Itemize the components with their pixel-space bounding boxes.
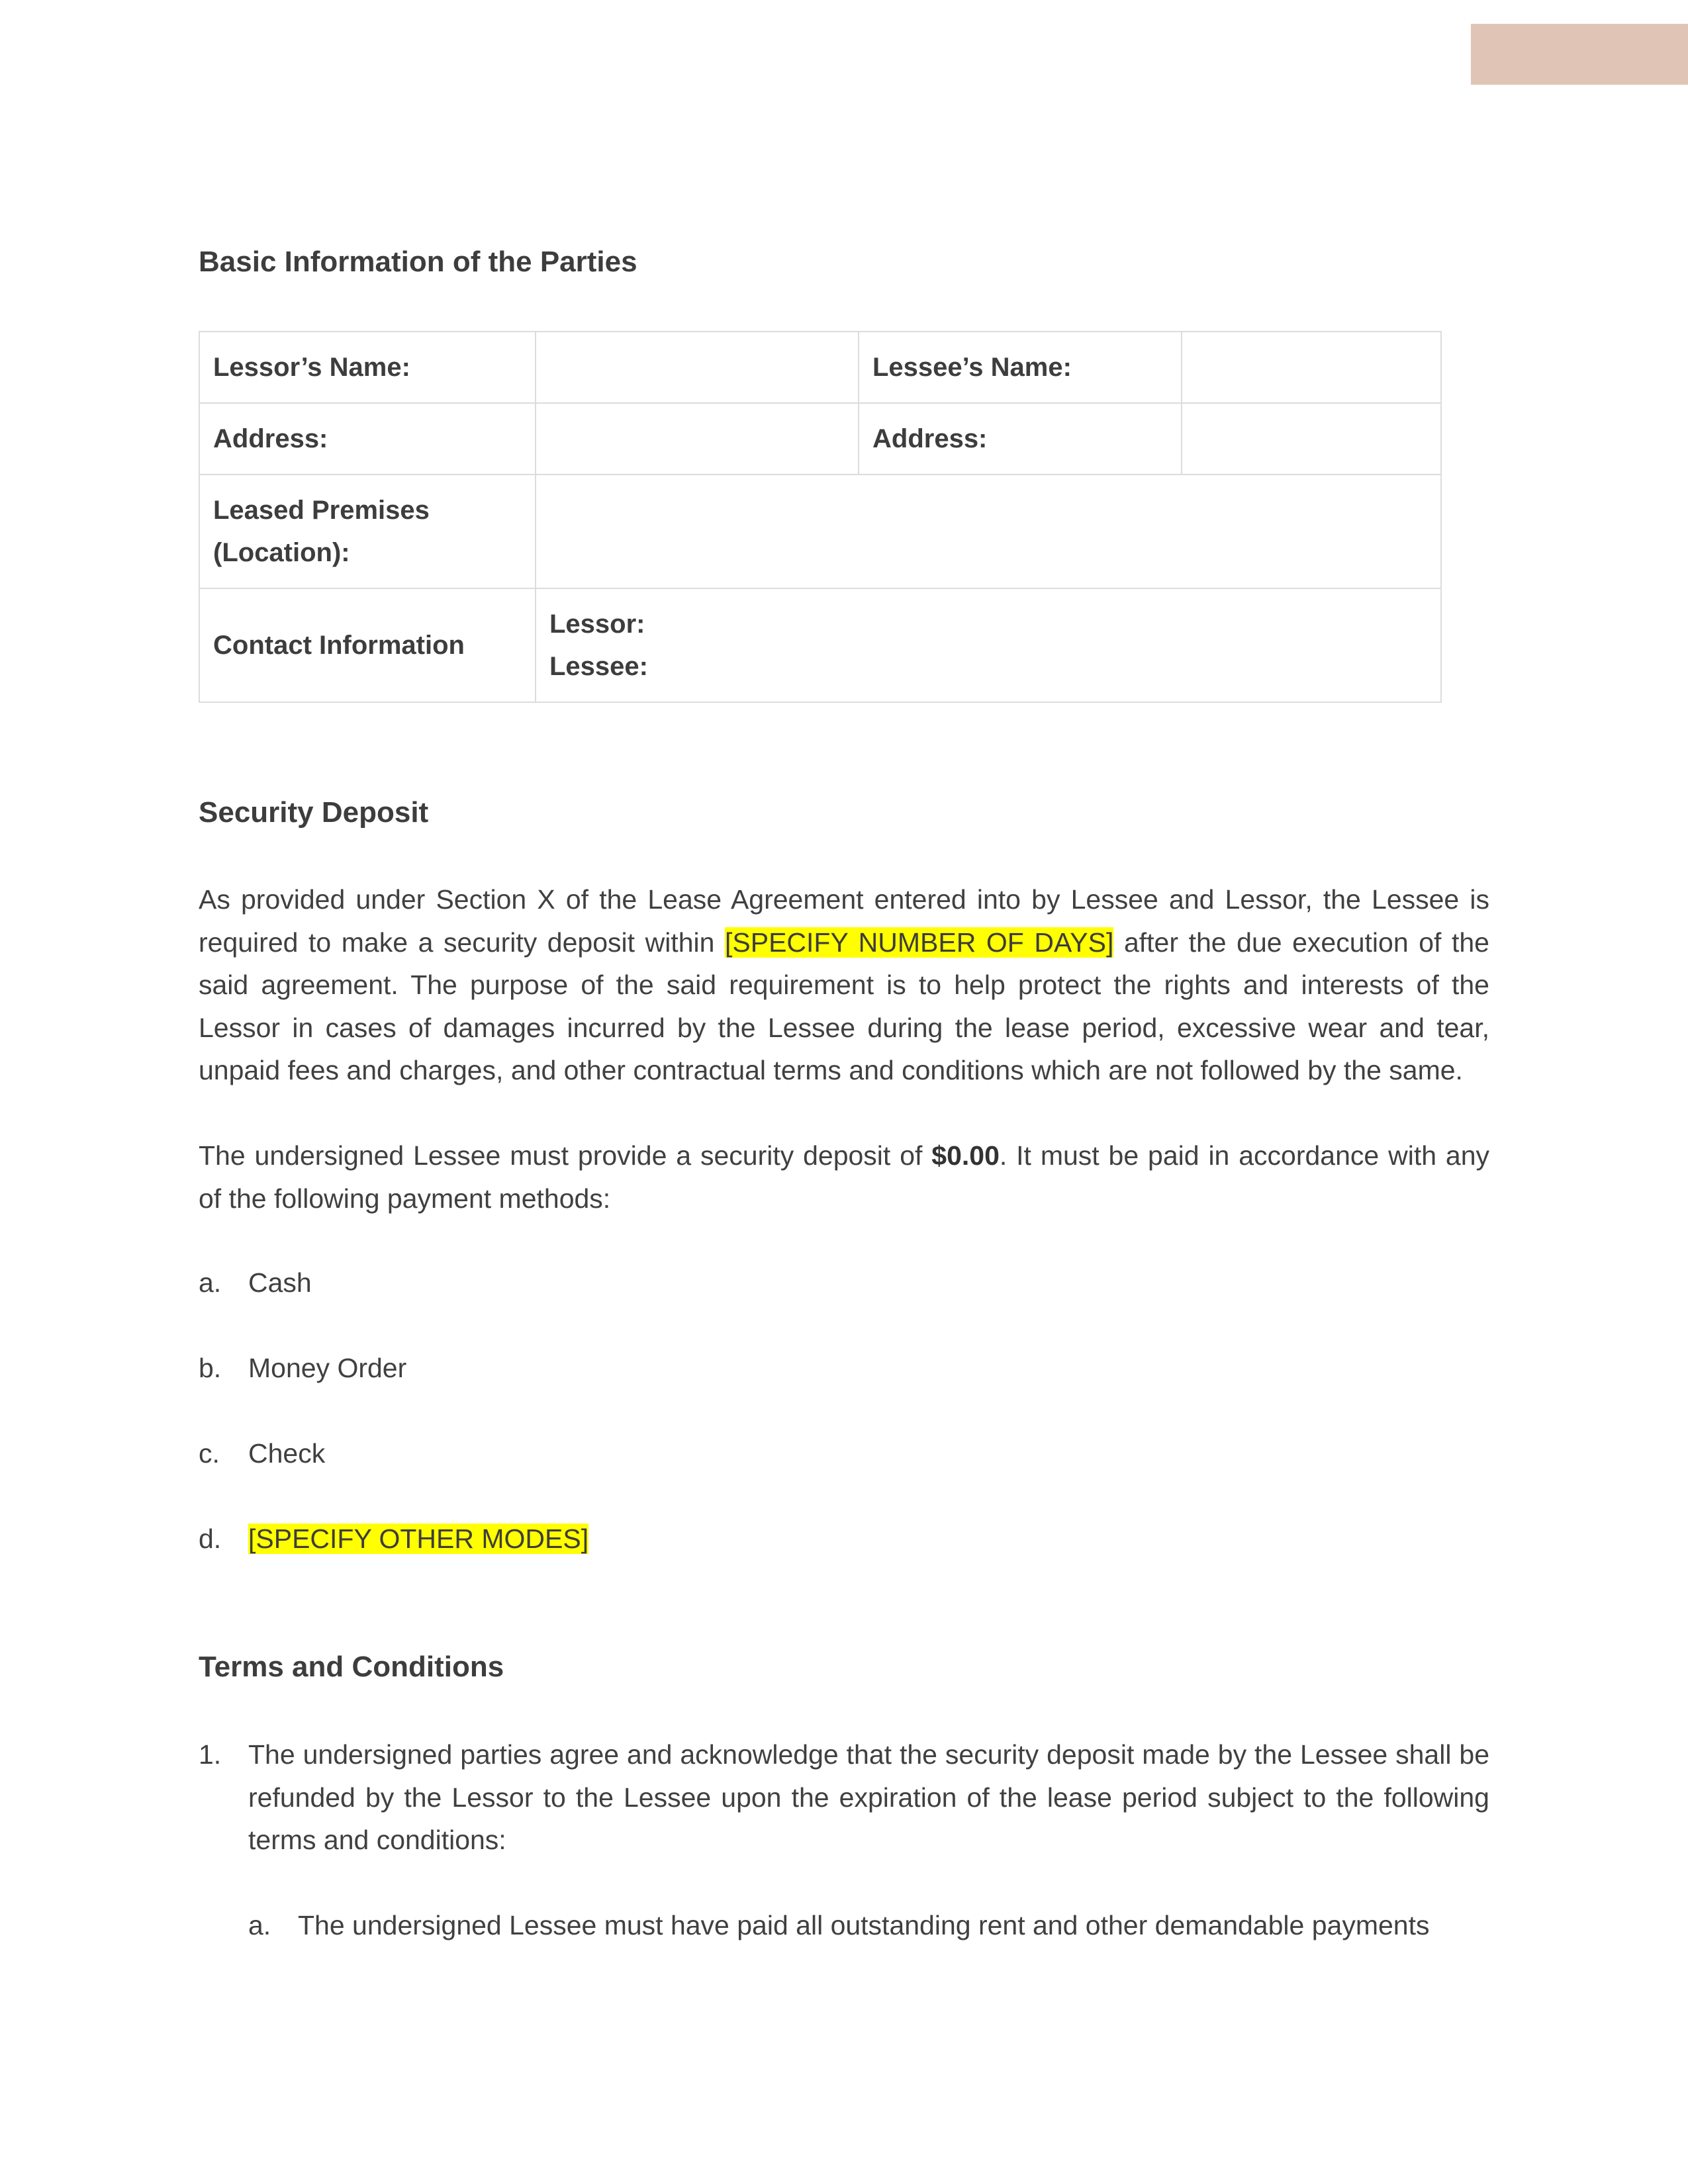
terms-heading: Terms and Conditions xyxy=(199,1651,504,1683)
payment-method-money-order xyxy=(199,1347,406,1389)
premises-field[interactable] xyxy=(536,475,1441,588)
deposit-p2-text-a: The undersigned Lessee must provide a security deposit of xyxy=(199,1140,932,1171)
lessee-address-label: Address: xyxy=(859,403,1182,475)
list-item-text: Cash xyxy=(248,1267,312,1298)
payment-method-other xyxy=(199,1518,588,1560)
premises-label-line2: (Location): xyxy=(213,538,350,567)
lessee-address-field[interactable] xyxy=(1182,403,1441,475)
payment-method-cash xyxy=(199,1261,312,1304)
terms-item-1 xyxy=(199,1733,1489,1862)
terms-subitem-a xyxy=(248,1904,1429,1946)
deposit-paragraph-2 xyxy=(199,1134,1489,1220)
deposit-p1-text-a: As provided under Section X of the Lease Agreement entered into by Lessee and Lessor, the Lessee is required to make a security deposit within xyxy=(199,884,1489,958)
lessee-name-label: Lessee’s Name: xyxy=(859,332,1182,403)
deposit-amount: $0.00 xyxy=(931,1140,1000,1171)
parties-table xyxy=(199,331,1442,703)
list-marker: c. xyxy=(199,1438,220,1469)
basic-info-heading: Basic Information of the Parties xyxy=(199,246,637,278)
list-marker: a. xyxy=(248,1910,271,1940)
lessee-name-field[interactable] xyxy=(1182,332,1441,403)
terms-item-1-text: The undersigned parties agree and acknowledge that the security deposit made by the Lessee shall be refunded by the Lessor to the Lessee upon the expiration of the lease period subject to the following terms and conditions: xyxy=(248,1739,1489,1855)
contact-field[interactable] xyxy=(536,588,1441,702)
lessor-address-field[interactable] xyxy=(536,403,859,475)
list-marker: a. xyxy=(199,1267,222,1298)
contact-label: Contact Information xyxy=(199,588,536,702)
deposit-paragraph-1 xyxy=(199,878,1489,1092)
deposit-p2-text-b: . It must be paid in accordance with any of the following payment methods: xyxy=(199,1140,1489,1214)
corner-decoration xyxy=(1471,24,1688,85)
other-modes-placeholder[interactable]: [SPECIFY OTHER MODES] xyxy=(248,1524,589,1554)
lessor-name-label: Lessor’s Name: xyxy=(199,332,536,403)
list-marker: 1. xyxy=(199,1739,222,1770)
contact-lessee-label: Lessee: xyxy=(549,652,648,681)
terms-subitem-a-text: The undersigned Lessee must have paid all outstanding rent and other demandable payments xyxy=(298,1910,1430,1940)
premises-label xyxy=(199,475,536,588)
lessor-address-label: Address: xyxy=(199,403,536,475)
list-item-text: Money Order xyxy=(248,1353,407,1383)
contact-lessor-label: Lessor: xyxy=(549,610,645,639)
list-item-text: Check xyxy=(248,1438,326,1469)
list-marker: d. xyxy=(199,1524,222,1554)
list-marker: b. xyxy=(199,1353,222,1383)
deposit-p1-text-b: after the due execution of the said agreement. The purpose of the said requirement is to help protect the rights and interests of the Lessor in cases of damages incurred by the Lessee during the lease period, excessive wear and tear, unpaid fees and charges, and other contractual terms and conditions which are not followed by the same. xyxy=(199,927,1489,1085)
days-placeholder[interactable]: [SPECIFY NUMBER OF DAYS] xyxy=(724,927,1114,958)
lessor-name-field[interactable] xyxy=(536,332,859,403)
payment-method-check xyxy=(199,1432,325,1475)
security-deposit-heading: Security Deposit xyxy=(199,796,429,829)
premises-label-line1: Leased Premises xyxy=(213,496,430,525)
